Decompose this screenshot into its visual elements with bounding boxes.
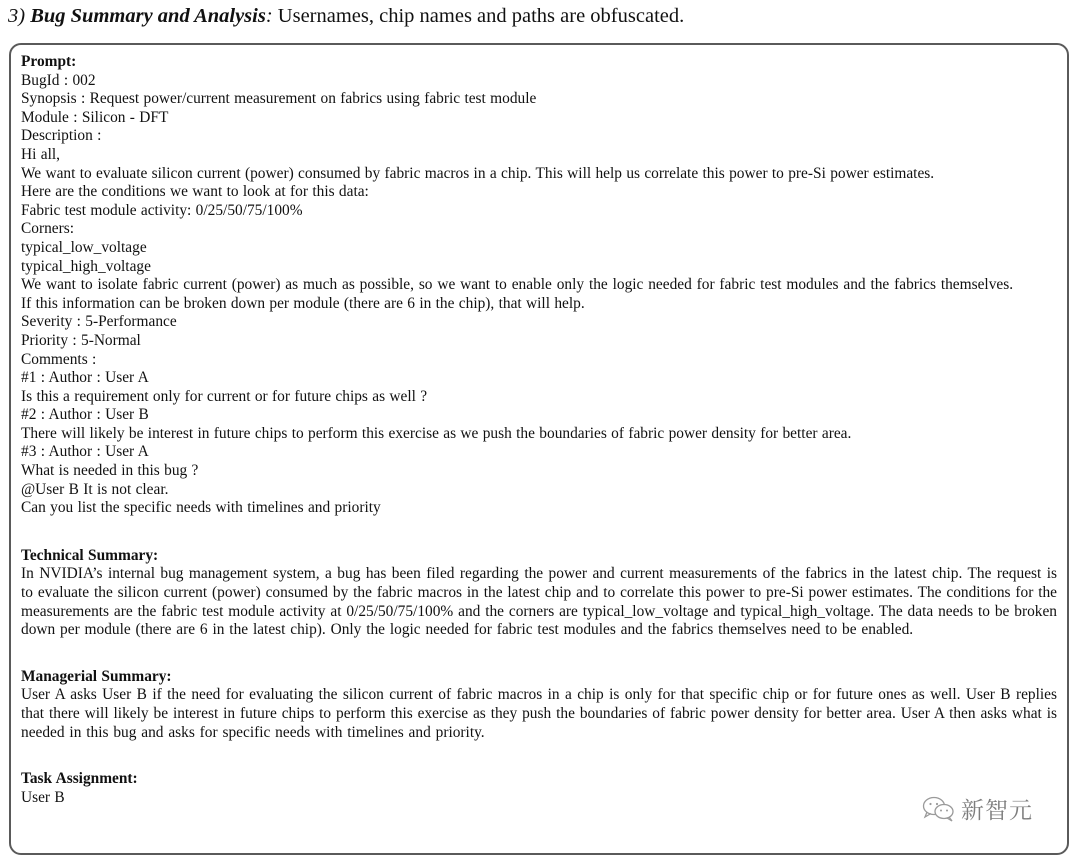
description-label: Description : (21, 127, 102, 145)
description-conditions-intro: Here are the conditions we want to look at for this data: (21, 183, 369, 201)
description-corner-high: typical_high_voltage (21, 257, 151, 275)
comment-1-author: #1 : Author : User A (21, 369, 149, 387)
watermark (921, 792, 1033, 825)
description-greeting: Hi all, (21, 145, 60, 163)
technical-summary-label: Technical Summary: (21, 546, 159, 564)
spacer (21, 742, 1057, 770)
comment-3-text-1: What is needed in this bug ? (21, 462, 199, 480)
comment-3-author: #3 : Author : User A (21, 443, 149, 461)
section-title: Bug Summary and Analysis (30, 5, 266, 27)
module-line: Module : Silicon - DFT (21, 108, 169, 126)
synopsis-line: Synopsis : Request power/current measurement on fabrics using fabric test module (21, 90, 537, 108)
bug-summary-box (9, 43, 1069, 855)
description-isolate-paragraph: We want to isolate fabric current (power) as much as possible, so we want to enable only the logic needed for fabric test modules and the fabrics themselves. (21, 276, 1014, 294)
description-per-module: If this information can be broken down per module (there are 6 in the chip), that will help. (21, 294, 585, 312)
watermark-text: 新智元 (961, 798, 1033, 824)
section-heading (8, 4, 684, 28)
technical-summary-text: In NVIDIA’s internal bug management system, a bug has been filed regarding the power and current measurements of the fabrics in the latest chip. The request is to evaluate the silicon current (power) consumed by the fabric macros in the latest chip and to correlate this power to pre-Si power estimates. The conditions for the measurements are the fabric test module activity at 0/25/50/75/100% and the corners are typical_low_voltage and typical_high_voltage. The data needs to be broken down per module (there are 6 in the latest chip). Only the logic needed for fabric test modules and the fabrics themselves need to be enabled. (21, 565, 1057, 639)
comment-3-text-3: Can you list the specific needs with timelines and priority (21, 499, 381, 517)
description-corners-label: Corners: (21, 220, 75, 238)
section-title-colon: : (265, 5, 273, 27)
description-activity: Fabric test module activity: 0/25/50/75/100% (21, 201, 303, 219)
comments-label: Comments : (21, 350, 97, 368)
managerial-summary-label: Managerial Summary: (21, 667, 172, 685)
section-subtitle: Usernames, chip names and paths are obfuscated. (277, 5, 685, 27)
description-corner-low: typical_low_voltage (21, 238, 147, 256)
spacer (21, 518, 1057, 547)
task-assignment-label: Task Assignment: (21, 770, 138, 788)
description-goal: We want to evaluate silicon current (power) consumed by fabric macros in a chip. This will help us correlate this power to pre-Si power estimates. (21, 164, 935, 182)
comment-2-author: #2 : Author : User B (21, 406, 149, 424)
comment-3-text-2: @User B It is not clear. (21, 480, 169, 498)
spacer (21, 640, 1057, 668)
priority-line: Priority : 5-Normal (21, 331, 141, 349)
bug-id-line: BugId : 002 (21, 71, 96, 89)
severity-line: Severity : 5-Performance (21, 313, 177, 331)
comment-1-text: Is this a requirement only for current or for future chips as well ? (21, 387, 428, 405)
prompt-label: Prompt: (21, 53, 77, 70)
managerial-summary-text: User A asks User B if the need for evaluating the silicon current of fabric macros in a chip is only for that specific chip or for future ones as well. User B replies that there will likely be interest in future chips to perform this exercise as they push the boundaries of fabric power density for better area. User A then asks what is needed in this bug and asks for specific needs with timelines and priority. (21, 686, 1057, 741)
section-number: 3) (8, 5, 26, 27)
task-assignment-value: User B (21, 788, 65, 806)
comment-2-text: There will likely be interest in future chips to perform this exercise as we push the boundaries of fabric power density for better area. (21, 424, 852, 442)
wechat-icon (921, 795, 957, 823)
